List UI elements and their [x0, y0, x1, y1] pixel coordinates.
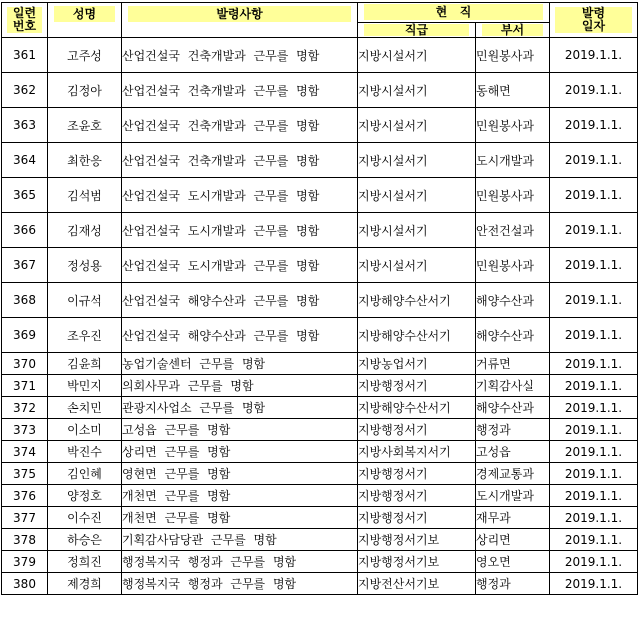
rank-cell: 지방시설서기	[358, 73, 476, 108]
header-serial-number-label: 일련 번호	[7, 7, 42, 33]
order-cell: 산업건설국 도시개발과 근무를 명함	[122, 213, 358, 248]
table-row	[2, 143, 638, 178]
personnel-order-table	[1, 2, 638, 595]
name-cell: 박진수	[48, 441, 122, 463]
serial-number-cell: 372	[2, 397, 48, 419]
serial-number-cell: 361	[2, 38, 48, 73]
department-cell: 행정과	[476, 573, 550, 595]
serial-number-cell: 376	[2, 485, 48, 507]
rank-cell: 지방시설서기	[358, 108, 476, 143]
table-row	[2, 213, 638, 248]
header-department	[476, 22, 550, 37]
name-cell: 정희진	[48, 551, 122, 573]
department-cell: 해양수산과	[476, 283, 550, 318]
rank-cell: 지방시설서기	[358, 248, 476, 283]
order-cell: 기획감사담당관 근무를 명함	[122, 529, 358, 551]
serial-number-cell: 371	[2, 375, 48, 397]
name-cell: 이규석	[48, 283, 122, 318]
rank-cell: 지방농업서기	[358, 353, 476, 375]
table-row	[2, 529, 638, 551]
department-cell: 동해면	[476, 73, 550, 108]
order-date-cell: 2019.1.1.	[550, 283, 638, 318]
name-cell: 이수진	[48, 507, 122, 529]
order-cell: 농업기술센터 근무를 명함	[122, 353, 358, 375]
header-rank	[358, 22, 476, 37]
header-current-position	[358, 3, 550, 23]
rank-cell: 지방행정서기보	[358, 551, 476, 573]
department-cell: 기획감사실	[476, 375, 550, 397]
rank-cell: 지방해양수산서기	[358, 397, 476, 419]
serial-number-cell: 365	[2, 178, 48, 213]
header-serial-number	[2, 3, 48, 38]
header-order-date	[550, 3, 638, 38]
department-cell: 거류면	[476, 353, 550, 375]
order-cell: 의회사무과 근무를 명함	[122, 375, 358, 397]
department-cell: 경제교통과	[476, 463, 550, 485]
serial-number-cell: 366	[2, 213, 48, 248]
name-cell: 양정호	[48, 485, 122, 507]
order-date-cell: 2019.1.1.	[550, 248, 638, 283]
serial-number-cell: 368	[2, 283, 48, 318]
serial-number-cell: 375	[2, 463, 48, 485]
name-cell: 최한응	[48, 143, 122, 178]
department-cell: 상리면	[476, 529, 550, 551]
order-cell: 개천면 근무를 명함	[122, 507, 358, 529]
header-name-label: 성명	[54, 6, 115, 22]
rank-cell: 지방행정서기	[358, 419, 476, 441]
table-row	[2, 551, 638, 573]
department-cell: 고성읍	[476, 441, 550, 463]
serial-number-cell: 367	[2, 248, 48, 283]
serial-number-cell: 379	[2, 551, 48, 573]
name-cell: 조우진	[48, 318, 122, 353]
order-date-cell: 2019.1.1.	[550, 178, 638, 213]
department-cell: 도시개발과	[476, 485, 550, 507]
order-cell: 산업건설국 도시개발과 근무를 명함	[122, 178, 358, 213]
table-row	[2, 73, 638, 108]
table-row	[2, 441, 638, 463]
table-row	[2, 353, 638, 375]
table-body	[2, 38, 638, 595]
rank-cell: 지방시설서기	[358, 213, 476, 248]
order-date-cell: 2019.1.1.	[550, 551, 638, 573]
table-row	[2, 419, 638, 441]
department-cell: 해양수산과	[476, 318, 550, 353]
order-date-cell: 2019.1.1.	[550, 463, 638, 485]
serial-number-cell: 364	[2, 143, 48, 178]
serial-number-cell: 370	[2, 353, 48, 375]
order-date-cell: 2019.1.1.	[550, 143, 638, 178]
order-cell: 산업건설국 해양수산과 근무를 명함	[122, 318, 358, 353]
department-cell: 안전건설과	[476, 213, 550, 248]
table-row	[2, 375, 638, 397]
order-cell: 산업건설국 해양수산과 근무를 명함	[122, 283, 358, 318]
rank-cell: 지방시설서기	[358, 38, 476, 73]
serial-number-cell: 363	[2, 108, 48, 143]
rank-cell: 지방행정서기	[358, 485, 476, 507]
rank-cell: 지방해양수산서기	[358, 318, 476, 353]
header-current-position-label: 현 직	[364, 4, 543, 20]
rank-cell: 지방행정서기	[358, 463, 476, 485]
name-cell: 고주성	[48, 38, 122, 73]
rank-cell: 지방행정서기보	[358, 529, 476, 551]
order-date-cell: 2019.1.1.	[550, 573, 638, 595]
department-cell: 민원봉사과	[476, 38, 550, 73]
department-cell: 행정과	[476, 419, 550, 441]
order-date-cell: 2019.1.1.	[550, 353, 638, 375]
serial-number-cell: 377	[2, 507, 48, 529]
order-cell: 행정복지국 행정과 근무를 명함	[122, 551, 358, 573]
order-cell: 상리면 근무를 명함	[122, 441, 358, 463]
order-cell: 개천면 근무를 명함	[122, 485, 358, 507]
table-row	[2, 573, 638, 595]
department-cell: 도시개발과	[476, 143, 550, 178]
name-cell: 손치민	[48, 397, 122, 419]
department-cell: 영오면	[476, 551, 550, 573]
order-date-cell: 2019.1.1.	[550, 108, 638, 143]
name-cell: 하승은	[48, 529, 122, 551]
serial-number-cell: 380	[2, 573, 48, 595]
table-row	[2, 248, 638, 283]
rank-cell: 지방행정서기	[358, 375, 476, 397]
name-cell: 김윤희	[48, 353, 122, 375]
serial-number-cell: 378	[2, 529, 48, 551]
name-cell: 정성용	[48, 248, 122, 283]
table-row	[2, 108, 638, 143]
table-row	[2, 397, 638, 419]
header-order-label: 발령사항	[128, 6, 351, 22]
name-cell: 김석범	[48, 178, 122, 213]
name-cell: 조윤호	[48, 108, 122, 143]
serial-number-cell: 374	[2, 441, 48, 463]
serial-number-cell: 362	[2, 73, 48, 108]
table-row	[2, 38, 638, 73]
rank-cell: 지방행정서기	[358, 507, 476, 529]
header-order-date-label: 발령 일자	[555, 7, 632, 33]
name-cell: 김재성	[48, 213, 122, 248]
order-date-cell: 2019.1.1.	[550, 318, 638, 353]
name-cell: 김인혜	[48, 463, 122, 485]
order-date-cell: 2019.1.1.	[550, 375, 638, 397]
header-order	[122, 3, 358, 38]
order-cell: 행정복지국 행정과 근무를 명함	[122, 573, 358, 595]
order-cell: 고성읍 근무를 명함	[122, 419, 358, 441]
order-cell: 산업건설국 건축개발과 근무를 명함	[122, 108, 358, 143]
name-cell: 김정아	[48, 73, 122, 108]
header-department-label: 부서	[482, 24, 543, 36]
header-rank-label: 직급	[364, 24, 469, 36]
order-cell: 산업건설국 건축개발과 근무를 명함	[122, 73, 358, 108]
serial-number-cell: 369	[2, 318, 48, 353]
table-row	[2, 507, 638, 529]
table-row	[2, 463, 638, 485]
order-date-cell: 2019.1.1.	[550, 397, 638, 419]
department-cell: 민원봉사과	[476, 248, 550, 283]
order-cell: 관광지사업소 근무를 명함	[122, 397, 358, 419]
table-row	[2, 178, 638, 213]
department-cell: 민원봉사과	[476, 108, 550, 143]
order-cell: 산업건설국 건축개발과 근무를 명함	[122, 38, 358, 73]
name-cell: 이소미	[48, 419, 122, 441]
order-date-cell: 2019.1.1.	[550, 529, 638, 551]
order-date-cell: 2019.1.1.	[550, 419, 638, 441]
order-date-cell: 2019.1.1.	[550, 441, 638, 463]
name-cell: 박민지	[48, 375, 122, 397]
department-cell: 해양수산과	[476, 397, 550, 419]
table-row	[2, 318, 638, 353]
order-date-cell: 2019.1.1.	[550, 38, 638, 73]
order-date-cell: 2019.1.1.	[550, 213, 638, 248]
order-cell: 산업건설국 건축개발과 근무를 명함	[122, 143, 358, 178]
department-cell: 민원봉사과	[476, 178, 550, 213]
name-cell: 제경희	[48, 573, 122, 595]
serial-number-cell: 373	[2, 419, 48, 441]
order-date-cell: 2019.1.1.	[550, 507, 638, 529]
order-cell: 영현면 근무를 명함	[122, 463, 358, 485]
department-cell: 재무과	[476, 507, 550, 529]
rank-cell: 지방시설서기	[358, 143, 476, 178]
header-name	[48, 3, 122, 38]
order-cell: 산업건설국 도시개발과 근무를 명함	[122, 248, 358, 283]
rank-cell: 지방전산서기보	[358, 573, 476, 595]
rank-cell: 지방해양수산서기	[358, 283, 476, 318]
rank-cell: 지방사회복지서기	[358, 441, 476, 463]
order-date-cell: 2019.1.1.	[550, 73, 638, 108]
table-row	[2, 283, 638, 318]
order-date-cell: 2019.1.1.	[550, 485, 638, 507]
table-row	[2, 485, 638, 507]
rank-cell: 지방시설서기	[358, 178, 476, 213]
